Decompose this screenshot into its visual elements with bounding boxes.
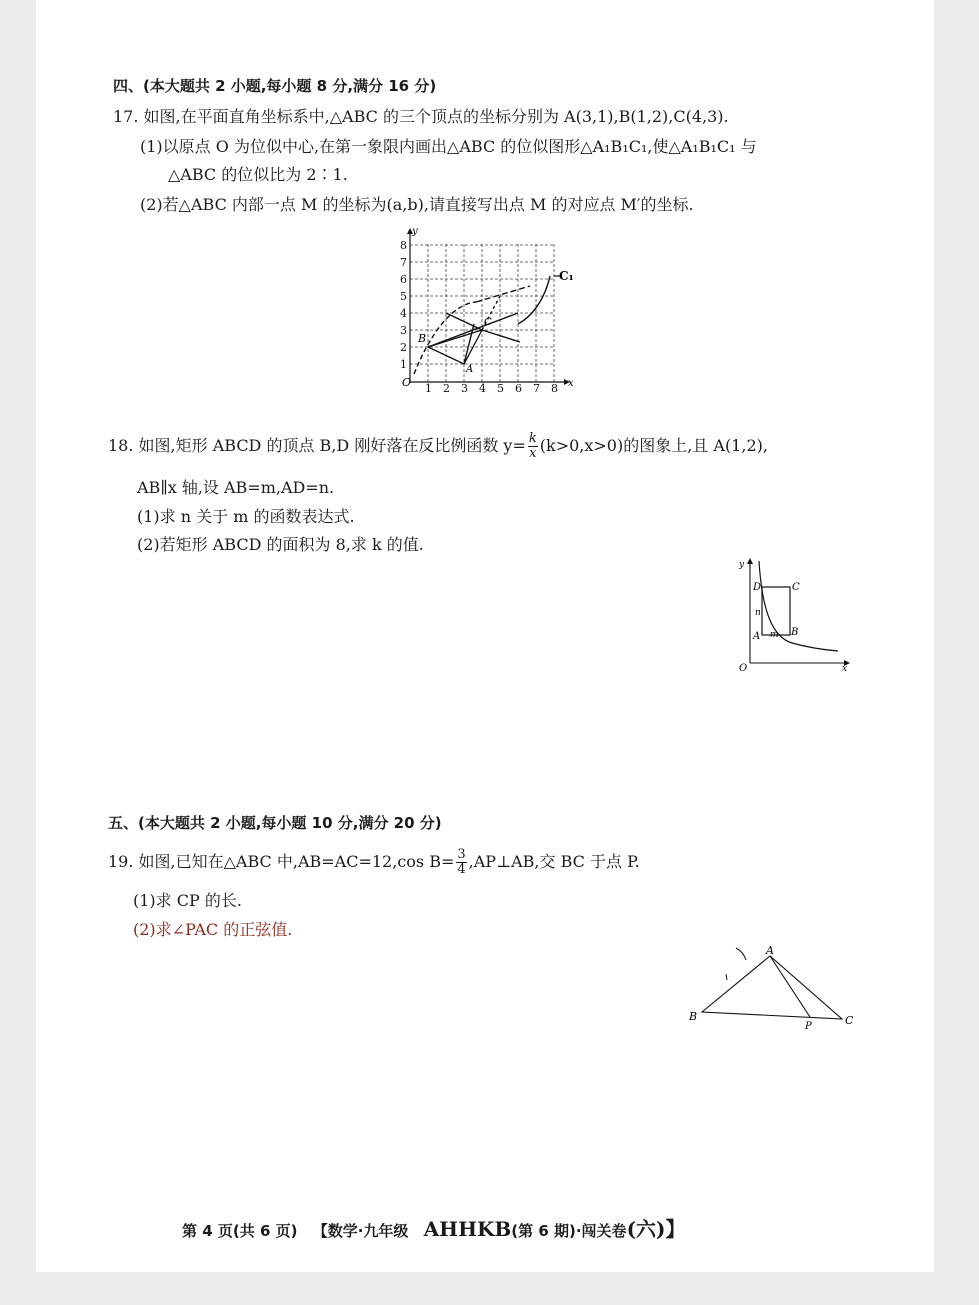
origin-label: O: [402, 376, 412, 389]
label-A: A: [753, 631, 761, 642]
q18-fraction: [528, 432, 538, 461]
footer-subject: 【数学·九年级: [312, 1222, 409, 1240]
q18-line2: AB∥x 轴,设 AB=m,AD=n.: [137, 478, 335, 497]
svg-text:2: 2: [443, 382, 450, 395]
footer-paren-open: (: [626, 1217, 637, 1241]
x-tick-labels: [425, 382, 558, 395]
svg-text:7: 7: [533, 382, 540, 395]
q19-triangle-figure: [680, 940, 870, 1035]
q18-stem-a: 18. 如图,矩形 ABCD 的顶点 B,D 刚好落在反比例函数 y=: [108, 436, 526, 455]
svg-text:8: 8: [400, 239, 407, 252]
q18-part1: (1)求 n 关于 m 的函数表达式.: [137, 507, 355, 526]
q19-frac-num: 3: [457, 847, 466, 862]
svg-text:2: 2: [400, 341, 407, 354]
q19-part2: (2)求∠PAC 的正弦值.: [133, 920, 293, 939]
q19-stem: [108, 848, 640, 877]
q18-stem-b: (k>0,x>0)的图象上,且 A(1,2),: [539, 436, 768, 455]
q19-frac-den: 4: [457, 862, 466, 877]
section5-header: 五、(本大题共 2 小题,每小题 10 分,满分 20 分): [108, 814, 442, 832]
svg-text:8: 8: [551, 382, 558, 395]
q18-hyperbola-figure: [734, 555, 854, 675]
label-C: C: [845, 1014, 854, 1027]
pencil-dot: [726, 974, 727, 980]
y-axis-label: y: [739, 560, 745, 570]
label-A: A: [766, 944, 774, 957]
y-axis-label: y: [412, 226, 418, 237]
page-footer: [182, 1213, 686, 1242]
q17-part1-line2: △ABC 的位似比为 2∶1.: [168, 165, 348, 184]
y-tick-labels: [400, 239, 407, 371]
q19-part1: (1)求 CP 的长.: [133, 891, 242, 910]
svg-text:6: 6: [400, 273, 407, 286]
x-axis-label: x: [568, 378, 574, 389]
q18-part2: (2)若矩形 ABCD 的面积为 8,求 k 的值.: [137, 535, 424, 554]
q18-stem: [108, 432, 768, 461]
q17-part1-line1: (1)以原点 O 为位似中心,在第一象限内画出△ABC 的位似图形△A₁B₁C₁,使△A₁B₁C₁ 与: [140, 137, 757, 156]
pencil-mark: [736, 948, 746, 960]
svg-text:3: 3: [461, 382, 468, 395]
footer-page-number: 第 4 页(共 6 页): [182, 1222, 298, 1240]
svg-text:4: 4: [479, 382, 486, 395]
footer-volume: 六: [636, 1217, 657, 1241]
footer-code: AHHKB: [423, 1217, 512, 1241]
svg-text:7: 7: [400, 256, 407, 269]
q17-part2: (2)若△ABC 内部一点 M 的坐标为(a,b),请直接写出点 M 的对应点 M′的坐标.: [140, 195, 694, 214]
triangle-abc: [702, 956, 842, 1019]
y-axis-arrow: [747, 558, 753, 564]
svg-text:5: 5: [497, 382, 504, 395]
label-B: B: [689, 1010, 698, 1023]
q18-frac-den: x: [529, 446, 537, 461]
svg-text:6: 6: [515, 382, 522, 395]
svg-text:4: 4: [400, 307, 407, 320]
label-n: n: [755, 608, 761, 618]
q19-fraction: [456, 848, 466, 877]
label-C: C: [792, 582, 800, 593]
svg-text:3: 3: [400, 324, 407, 337]
label-C: C: [484, 317, 492, 328]
section4-header: 四、(本大题共 2 小题,每小题 8 分,满分 16 分): [113, 77, 437, 95]
q19-stem-b: ,AP⊥AB,交 BC 于点 P.: [468, 852, 640, 871]
svg-text:1: 1: [425, 382, 432, 395]
label-A: A: [466, 364, 474, 375]
segment-ap: [770, 956, 810, 1017]
label-m: m: [770, 630, 779, 640]
label-B: B: [418, 332, 427, 345]
footer-issue: (第 6 期)·闯关卷: [511, 1222, 627, 1240]
origin-label: O: [739, 663, 748, 674]
label-B: B: [791, 627, 799, 638]
q17-coordinate-grid-figure: [390, 224, 590, 396]
svg-text:5: 5: [400, 290, 407, 303]
label-P: P: [805, 1021, 812, 1032]
q17-stem: 17. 如图,在平面直角坐标系中,△ABC 的三个顶点的坐标分别为 A(3,1),B(1,2),C(4,3).: [113, 107, 729, 126]
svg-text:1: 1: [400, 358, 407, 371]
q18-frac-num: k: [528, 431, 537, 446]
q19-stem-a: 19. 如图,已知在△ABC 中,AB=AC=12,cos B=: [108, 852, 455, 871]
footer-paren-close: )】: [656, 1217, 686, 1241]
x-axis-label: x: [842, 664, 848, 674]
label-C1: C₁: [559, 269, 574, 283]
label-D: D: [753, 582, 762, 593]
